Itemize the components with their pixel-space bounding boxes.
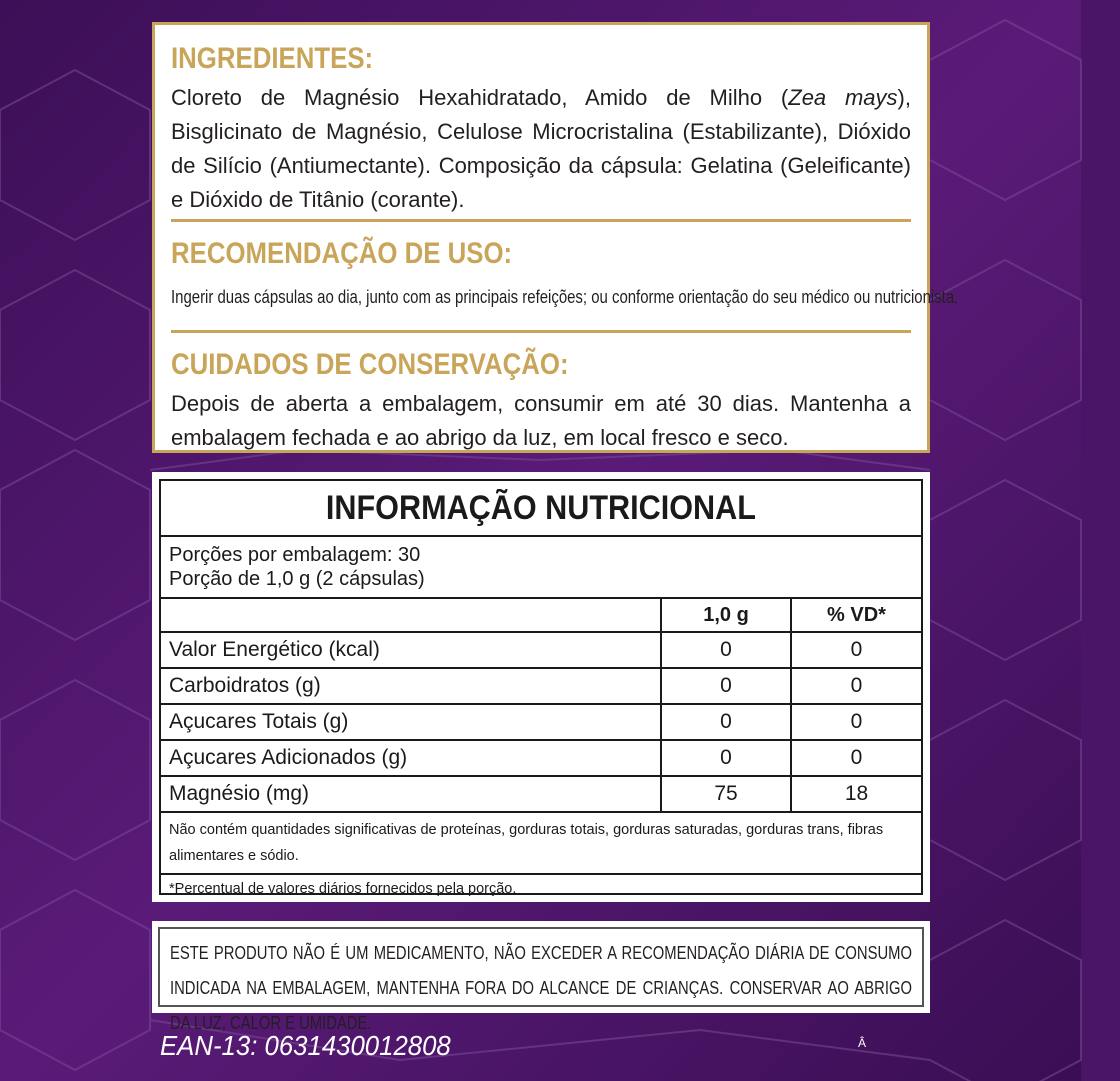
nutrient-qty: 0 (660, 741, 790, 775)
conservation-title: CUIDADOS DE CONSERVAÇÃO: (171, 348, 569, 381)
nutrition-portions (161, 537, 921, 599)
header-qty: 1,0 g (660, 599, 790, 631)
table-row (161, 633, 921, 669)
nutrient-name: Magnésio (mg) (169, 782, 310, 805)
nutrient-vd: 0 (790, 633, 921, 667)
table-row (161, 777, 921, 813)
table-row (161, 705, 921, 741)
conservation-section (171, 333, 911, 455)
nutrition-title (161, 481, 921, 537)
nutrient-vd: 0 (790, 741, 921, 775)
ingredients-text-italic: Zea mays (788, 85, 898, 110)
nutrient-name: Açucares Totais (g) (169, 710, 349, 733)
warning-box (152, 921, 930, 1033)
nutrient-vd: 0 (790, 669, 921, 703)
nutrient-name: Açucares Adicionados (g) (169, 746, 408, 769)
nutrient-name: Valor Energético (kcal) (169, 638, 380, 661)
header-blank (161, 599, 660, 631)
nutrient-qty: 75 (660, 777, 790, 811)
info-box (152, 22, 959, 453)
nutrient-vd: 18 (790, 777, 921, 811)
nutrition-footnote: *Percentual de valores diários fornecidos pela porção. (169, 881, 517, 897)
portion-size: Porção de 1,0 g (2 cápsulas) (169, 568, 425, 590)
usage-title: RECOMENDAÇÃO DE USO: (171, 237, 513, 270)
table-header-row (161, 599, 921, 633)
nutrition-table-frame (159, 479, 923, 895)
portions-per-package: Porções por embalagem: 30 (169, 544, 421, 566)
table-row (161, 669, 921, 705)
nutrient-qty: 0 (660, 633, 790, 667)
nutrition-table (152, 472, 930, 902)
stray-mark: Â (858, 1036, 867, 1050)
usage-text-content: Ingerir duas cápsulas ao dia, junto com as principais refeições; ou conforme orientação do seu médico ou nutricionista. (171, 287, 959, 307)
ean-code: EAN-13: 0631430012808 (160, 1030, 451, 1061)
nutrient-qty: 0 (660, 669, 790, 703)
header-vd: % VD* (790, 599, 921, 631)
nutrient-vd: 0 (790, 705, 921, 739)
nutrition-note: Não contém quantidades significativas de proteínas, gorduras totais, gorduras saturadas, gorduras trans, fibras alimentares e sódio. (161, 813, 921, 875)
nutrient-qty: 0 (660, 705, 790, 739)
usage-section (171, 222, 959, 330)
conservation-text: Depois de aberta a embalagem, consumir em até 30 dias. Mantenha a embalagem fechada e ao abrigo da luz, em local fresco e seco. (171, 391, 911, 450)
nutrition-title-text: INFORMAÇÃO NUTRICIONAL (325, 488, 757, 527)
ingredients-text (171, 81, 911, 217)
table-row (161, 741, 921, 777)
usage-text (171, 280, 959, 314)
ingredients-section (171, 41, 911, 219)
warning-text: ESTE PRODUTO NÃO É UM MEDICAMENTO, NÃO EXCEDER A RECOMENDAÇÃO DIÁRIA DE CONSUMO INDICADA NA EMBALAGEM, MANTENHA FORA DO ALCANCE DE CRIANÇAS. CONSERVAR AO ABRIGO DA LUZ, CALOR E UMIDADE. (170, 942, 912, 1033)
ingredients-text-b: ), Bisglicinato de Magnésio, Celulose Microcristalina (Estabilizante), Dióxido de Silício (Antiumectante). Composição da cápsula: Gelatina (Geleificante) e Dióxido de Titânio (corante). (171, 85, 911, 212)
ingredients-text-a: Cloreto de Magnésio Hexahidratado, Amido de Milho ( (171, 85, 789, 110)
nutrient-name: Carboidratos (g) (169, 674, 321, 697)
ingredients-title: INGREDIENTES: (171, 42, 374, 75)
warning-frame (158, 927, 924, 1033)
